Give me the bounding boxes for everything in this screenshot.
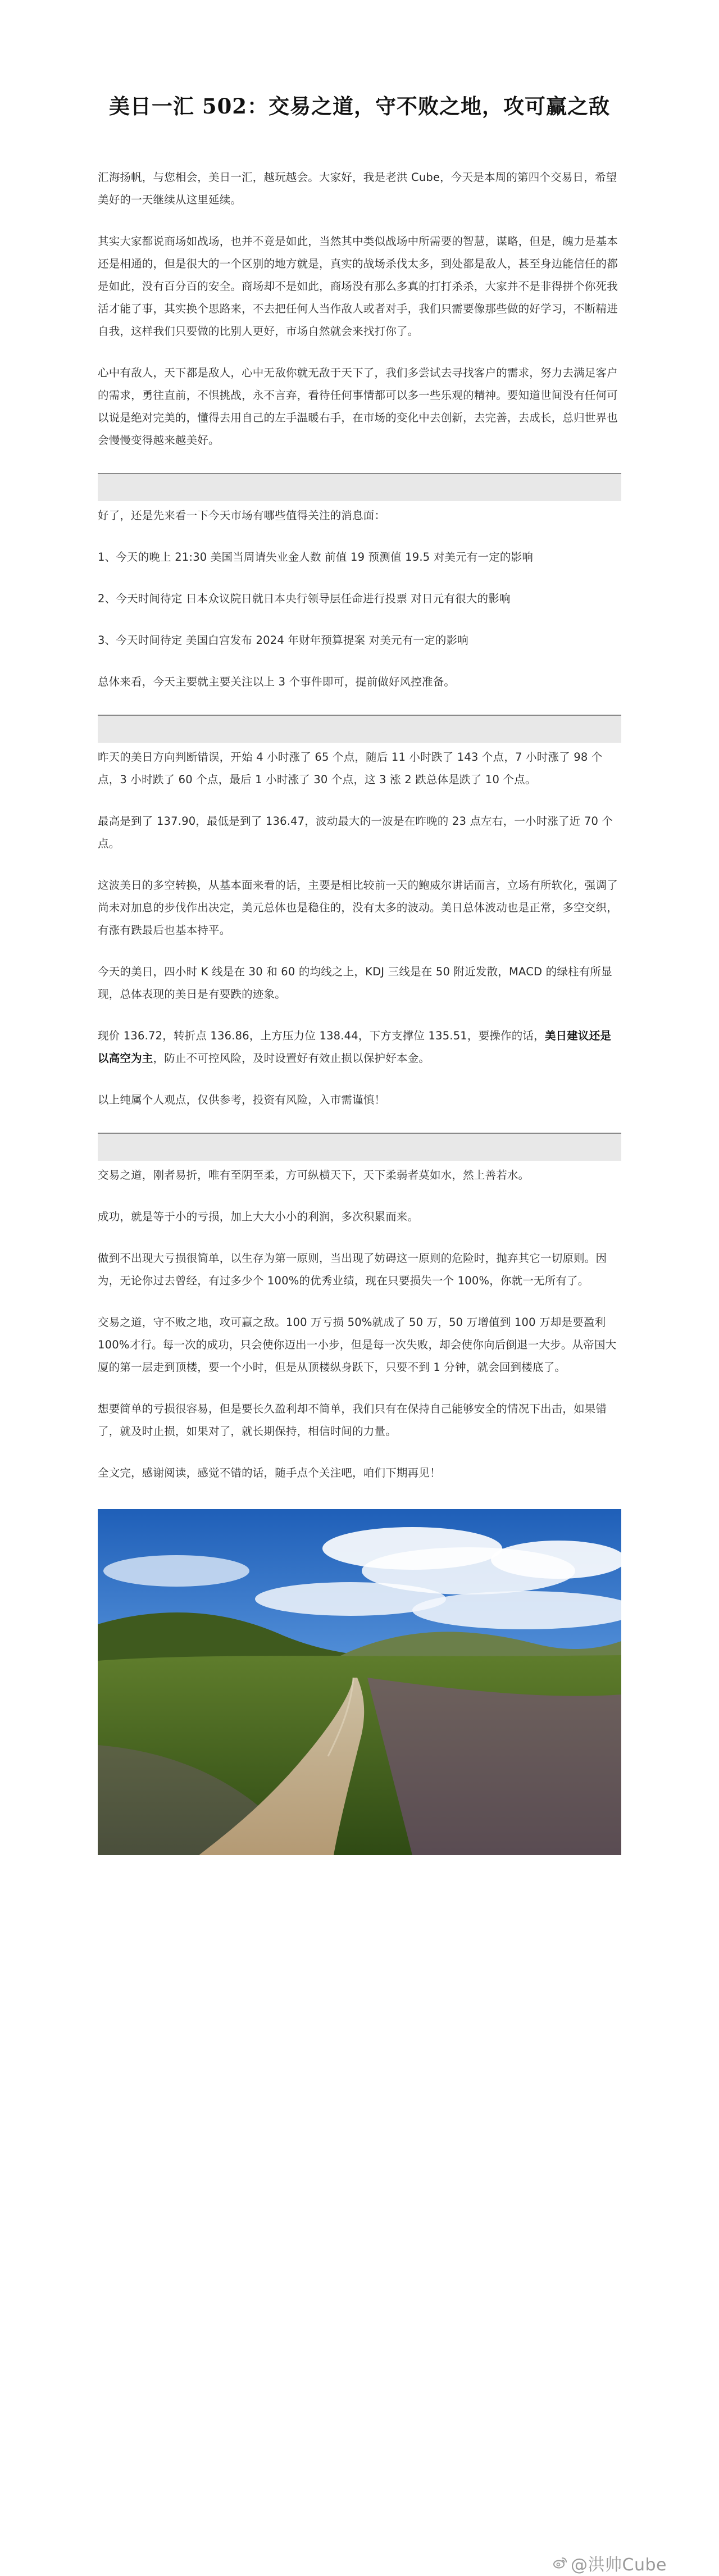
watermark-text: @洪帅Cube (571, 2555, 667, 2575)
switch-paragraph: 这波美日的多空转换，从基本面来看的话，主要是相比较前一天的鲍威尔讲话而言，立场有所软化，强调了尚未对加息的步伐作出决定，美元总体也是稳住的，没有太多的波动。美日总体波动也是正常，多空交织，有涨有跌最后也基本持平。 (98, 879, 618, 937)
intro-paragraph: 汇海扬帆，与您相会，美日一汇，越玩越会。大家好，我是老洪 Cube，今天是本周的第四个交易日，希望美好的一天继续从这里延续。 (98, 171, 617, 206)
technical-paragraph: 今天的美日，四小时 K 线是在 30 和 60 的均线之上，KDJ 三线是在 50 附近发散，MACD 的绿柱有所显现，总体表现的美日是有要跌的迹象。 (98, 965, 612, 1001)
event-item: 2、今天时间待定 日本众议院日就日本央行领导层任命进行投票 对日元有很大的影响 (98, 592, 511, 605)
survive-paragraph: 想要简单的亏损很容易，但是要长久盈利却不简单，我们只有在保持自己能够安全的情况下出击，如果错了，就及时止损，如果对了，就长期保持，相信时间的力量。 (98, 1402, 607, 1438)
closing-paragraph: 全文完，感谢阅读，感觉不错的话，随手点个关注吧，咱们下期再见！ (98, 1466, 441, 1479)
way-paragraph: 交易之道，刚者易折，唯有至阴至柔，方可纵横天下，天下柔弱者莫如水，然上善若水。 (98, 1169, 530, 1182)
event-item: 3、今天时间待定 美国白宫发布 2024 年财年预算提案 对美元有一定的影响 (98, 634, 468, 647)
success-paragraph: 成功，就是等于小的亏损，加上大大小小的利润，多次积累而来。 (98, 1210, 419, 1223)
weibo-logo-icon (553, 2556, 567, 2570)
events-intro-paragraph: 好了，还是先来看一下今天市场有哪些值得关注的消息面： (98, 509, 386, 522)
levels-paragraph (98, 1025, 621, 1070)
yesterday-paragraph: 昨天的美日方向判断错误，开始 4 小时涨了 65 个点，随后 11 小时跌了 143 个点，7 小时涨了 98 个点，3 小时跌了 60 个点，最后 1 小时涨了 30 个点，这 3 涨 2 跌总体是跌了 10 个点。 (98, 751, 603, 786)
heart-paragraph: 心中有敌人，天下都是敌人，心中无敌你就无敌于天下了，我们多尝试去寻找客户的需求，努力去满足客户的需求，勇往直前，不惧挑战，永不言弃，看待任何事情都可以多一些乐观的精神。要知道世间没有任何可以说是绝对完美的，懂得去用自己的左手温暖右手，在市场的变化中去创新，去完善，去成长，总归世界也会慢慢变得越来越美好。 (98, 366, 618, 447)
event-item: 1、今天的晚上 21:30 美国当周请失业金人数 前值 19 预测值 19.5 对美元有一定的影响 (98, 551, 534, 564)
watermark (553, 2551, 667, 2575)
strategy-highlight: 美日建议还是以高空为主 (98, 1029, 612, 1065)
section-divider (98, 1133, 621, 1161)
article (98, 0, 621, 1855)
disclaimer-paragraph: 以上纯属个人观点，仅供参考，投资有风险，入市需谨慎！ (98, 1093, 386, 1106)
events-summary-paragraph: 总体来看，今天主要就主要关注以上 3 个事件即可，提前做好风控准备。 (98, 675, 456, 688)
defeat-paragraph: 交易之道，守不败之地，攻可赢之敌。100 万亏损 50%就成了 50 万，50 万增值到 100 万却是要盈利 100%才行。每一次的成功，只会使你迈出一小步，但是每一次失败，却会使你向后倒退一大步。从帝国大厦的第一层走到顶楼，要一个小时，但是从顶楼纵身跃下，只要不到 1 分钟，就会回到楼底了。 (98, 1316, 617, 1374)
principle-paragraph: 做到不出现大亏损很简单，以生存为第一原则，当出现了妨碍这一原则的危险时，抛弃其它一切原则。因为，无论你过去曾经，有过多少个 100%的优秀业绩，现在只要损失一个 100%，你就一无所有了。 (98, 1252, 607, 1287)
landscape-photo (98, 1509, 621, 1855)
range-paragraph: 最高是到了 137.90，最低是到了 136.47，波动最大的一波是在昨晚的 23 点左右，一小时涨了近 70 个点。 (98, 815, 613, 850)
levels-text: ，防止不可控风险，及时设置好有效止损以保护好本金。 (153, 1052, 430, 1065)
battlefield-paragraph: 其实大家都说商场如战场，也并不竟是如此，当然其中类似战场中所需要的智慧，谋略，但是，魄力是基本还是相通的，但是很大的一个区别的地方就是，真实的战场杀伐太多，到处都是敌人，甚至身边能信任的都是如此，没有百分百的安全。商场却不是如此，商场没有那么多真的打打杀杀，大家并不是非得拼个你死我活才能了事，其实换个思路来，不去把任何人当作敌人或者对手，我们只需要像那些做的好学习，不断精进自我，这样我们只要做的比别人更好，市场自然就会来找打你了。 (98, 235, 618, 338)
section-divider (98, 715, 621, 743)
levels-text: 现价 136.72，转折点 136.86，上方压力位 138.44，下方支撑位 135.51，要操作的话， (98, 1029, 545, 1042)
article-title: 美日一汇 502：交易之道，守不败之地，攻可赢之敌 (108, 94, 611, 119)
section-divider (98, 473, 621, 501)
